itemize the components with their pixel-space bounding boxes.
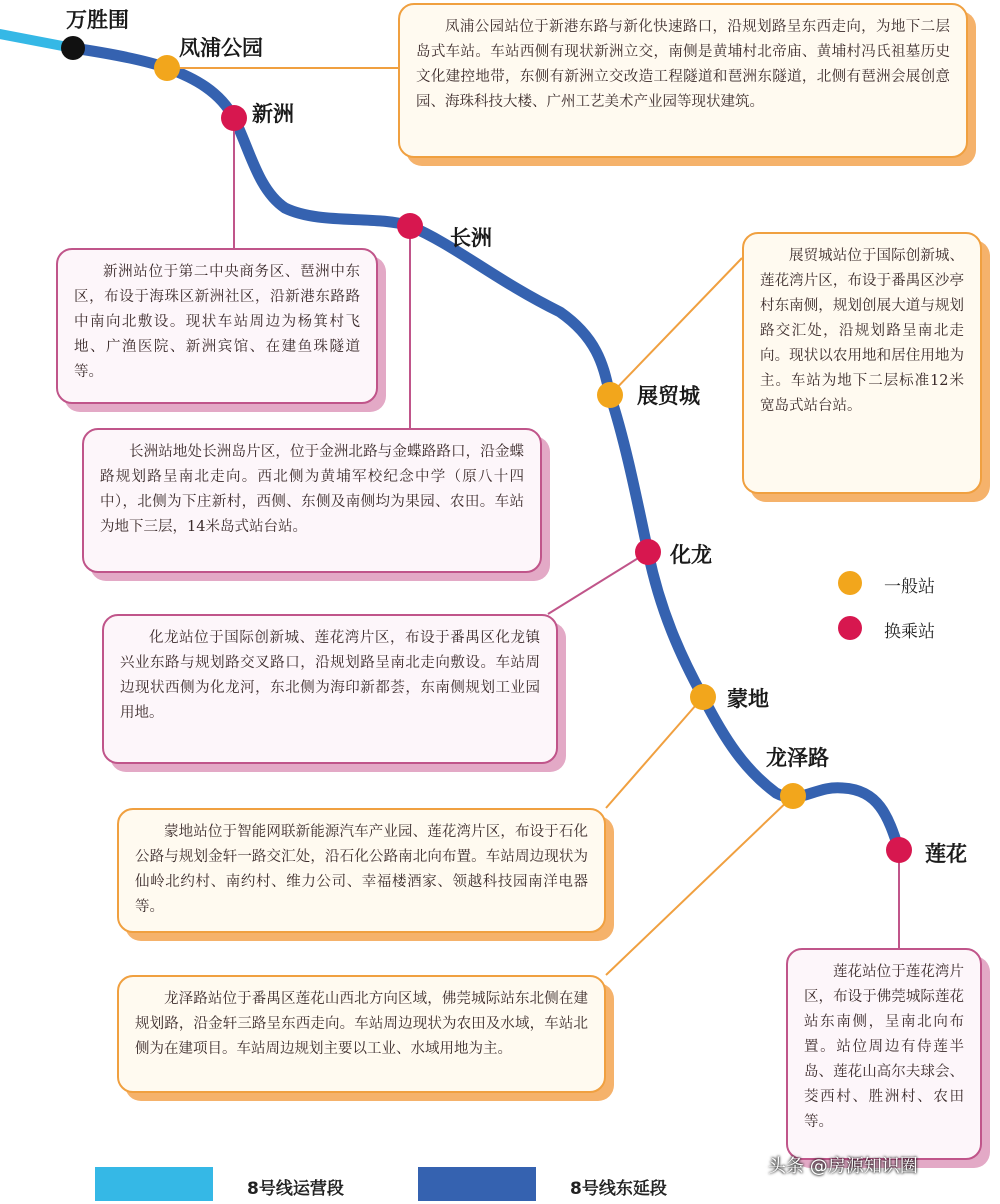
description-hualong: 化龙站位于国际创新城、莲花湾片区，布设于番禺区化龙镇兴业东路与规划路交叉路口，沿规划路呈南北走向敷设。车站周边现状西侧为化龙河，东北侧为海印新都荟，东南侧规划工业园用地。 bbox=[102, 614, 558, 764]
leader-line-hualong bbox=[548, 552, 648, 614]
description-xinzhou: 新洲站位于第二中央商务区、琶洲中东区，布设于海珠区新洲社区，沿新港东路路中南向北敷设。现状车站周边为杨箕村飞地、广渔医院、新洲宾馆、在建鱼珠隧道等。 bbox=[56, 248, 378, 404]
station-marker-longze bbox=[780, 783, 806, 809]
extension-line-label: 8号线东延段 bbox=[570, 1179, 667, 1199]
station-marker-wanshengwei bbox=[61, 36, 85, 60]
station-marker-changzhou bbox=[397, 213, 423, 239]
station-label-xinzhou: 新洲 bbox=[252, 102, 294, 126]
leader-line-zhanmaocheng bbox=[610, 258, 742, 395]
station-label-lianhua: 莲花 bbox=[925, 842, 967, 866]
station-label-mengdi: 蒙地 bbox=[727, 687, 769, 711]
leader-line-longze bbox=[606, 796, 793, 975]
station-marker-lianhua bbox=[886, 837, 912, 863]
station-label-hualong: 化龙 bbox=[670, 543, 712, 567]
station-label-longze: 龙泽路 bbox=[766, 746, 829, 770]
station-label-changzhou: 长洲 bbox=[450, 226, 492, 250]
station-marker-zhanmaocheng bbox=[597, 382, 623, 408]
operating-line-swatch bbox=[95, 1167, 213, 1201]
description-longze: 龙泽路站位于番禺区莲花山西北方向区域，佛莞城际站东北侧在建规划路，沿金轩三路呈东西走向。车站周边现状为农田及水域，车站北侧为在建项目。车站周边规划主要以工业、水域用地为主。 bbox=[117, 975, 606, 1093]
station-marker-fengpu bbox=[154, 55, 180, 81]
legend-general-label: 一般站 bbox=[884, 577, 935, 597]
description-lianhua: 莲花站位于莲花湾片区，布设于佛莞城际莲花站东南侧，呈南北向布置。站位周边有侍莲半岛、莲花山高尔夫球会、茭西村、胜洲村、农田等。 bbox=[786, 948, 982, 1160]
station-label-fengpu: 凤浦公园 bbox=[179, 36, 263, 60]
station-marker-mengdi bbox=[690, 684, 716, 710]
description-mengdi: 蒙地站位于智能网联新能源汽车产业园、莲花湾片区，布设于石化公路与规划金轩一路交汇处，沿石化公路南北向布置。车站周边现状为仙岭北约村、南约村、维力公司、幸福楼酒家、领越科技园南洋电器等。 bbox=[117, 808, 606, 933]
station-marker-hualong bbox=[635, 539, 661, 565]
description-changzhou: 长洲站地处长洲岛片区，位于金洲北路与金蝶路路口，沿金蝶路规划路呈南北走向。西北侧为黄埔军校纪念中学（原八十四中），北侧为下庄新村，西侧、东侧及南侧均为果园、农田。车站为地下三层，14米岛式站台站。 bbox=[82, 428, 542, 573]
legend-general-icon bbox=[838, 571, 862, 595]
extension-line-swatch bbox=[418, 1167, 536, 1201]
operating-line-label: 8号线运营段 bbox=[247, 1179, 344, 1199]
description-fengpu: 凤浦公园站位于新港东路与新化快速路口，沿规划路呈东西走向，为地下二层岛式车站。车站西侧有现状新洲立交，南侧是黄埔村北帝庙、黄埔村冯氏祖墓历史文化建控地带，东侧有新洲立交改造工程隧道和琶洲东隧道，北侧有琶洲会展创意园、海珠科技大楼、广州工艺美术产业园等现状建筑。 bbox=[398, 3, 968, 158]
station-label-zhanmaocheng: 展贸城 bbox=[637, 384, 700, 408]
station-marker-xinzhou bbox=[221, 105, 247, 131]
watermark: 头条 @房源知识圈 bbox=[768, 1156, 918, 1177]
description-zhanmaocheng: 展贸城站位于国际创新城、莲花湾片区，布设于番禺区沙亭村东南侧，规划创展大道与规划路交汇处，沿规划路呈南北走向。现状以农用地和居住用地为主。车站为地下二层标准12米宽岛式站台站。 bbox=[742, 232, 982, 494]
leader-line-mengdi bbox=[606, 697, 703, 808]
legend-interchange-label: 换乘站 bbox=[884, 622, 935, 642]
station-label-wanshengwei: 万胜围 bbox=[66, 8, 129, 32]
legend-interchange-icon bbox=[838, 616, 862, 640]
